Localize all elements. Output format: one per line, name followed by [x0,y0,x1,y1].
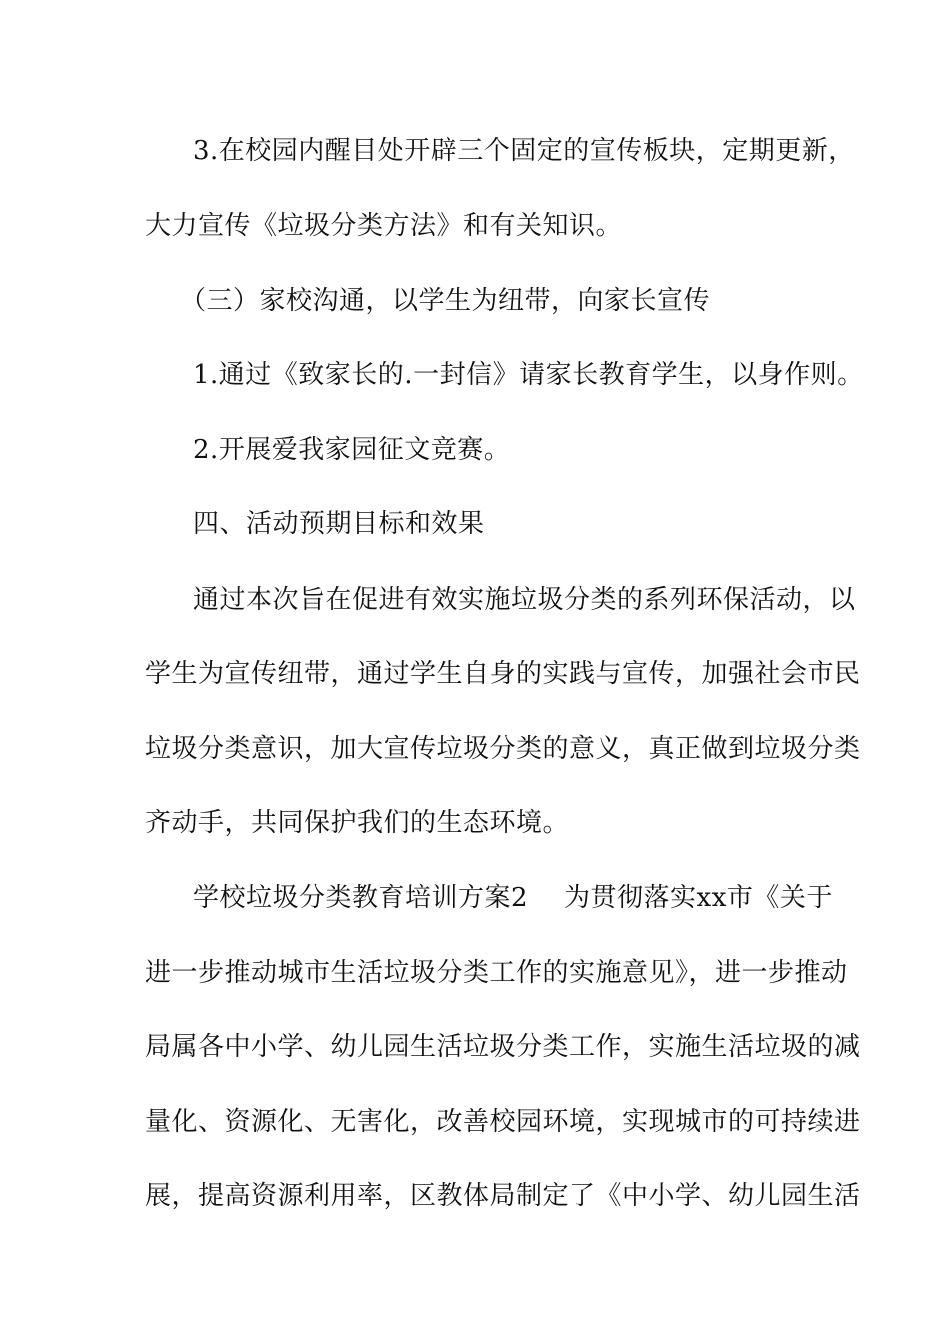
list-item: 1.通过《致家长的.一封信》请家长教育学生，以身作则。 [193,360,864,390]
paragraph-line: 量化、资源化、无害化，改善校园环境，实现城市的可持续进 [145,1107,861,1137]
paragraph-line: 学生为宣传纽带，通过学生自身的实践与宣传，加强社会市民 [145,659,861,689]
list-item: 2.开展爱我家园征文竞赛。 [193,435,511,465]
paragraph-line: 齐动手，共同保护我们的生态环境。 [145,808,570,838]
section-heading: （三）家校沟通，以学生为纽带，向家长宣传 [180,286,711,316]
paragraph-line: 进一步推动城市生活垃圾分类工作的实施意见》，进一步推动 [145,958,848,988]
document-title-inline: 学校垃圾分类教育培训方案2 [193,883,529,913]
paragraph-text: 为贯彻落实xx市《关于 [564,883,833,913]
paragraph-line: 垃圾分类意识，加大宣传垃圾分类的意义，真正做到垃圾分类 [145,734,861,764]
section-heading: 四、活动预期目标和效果 [193,509,485,539]
paragraph-line: 通过本次旨在促进有效实施垃圾分类的系列环保活动，以 [193,585,856,615]
paragraph-line [193,878,833,918]
paragraph-line: 大力宣传《垃圾分类方法》和有关知识。 [145,211,623,241]
paragraph-line: 局属各中小学、幼儿园生活垃圾分类工作，实施生活垃圾的减 [145,1032,861,1062]
paragraph-line: 3.在校园内醒目处开辟三个固定的宣传板块，定期更新， [193,136,855,166]
paragraph-line: 展，提高资源利用率，区教体局制定了《中小学、幼儿园生活 [145,1181,861,1211]
